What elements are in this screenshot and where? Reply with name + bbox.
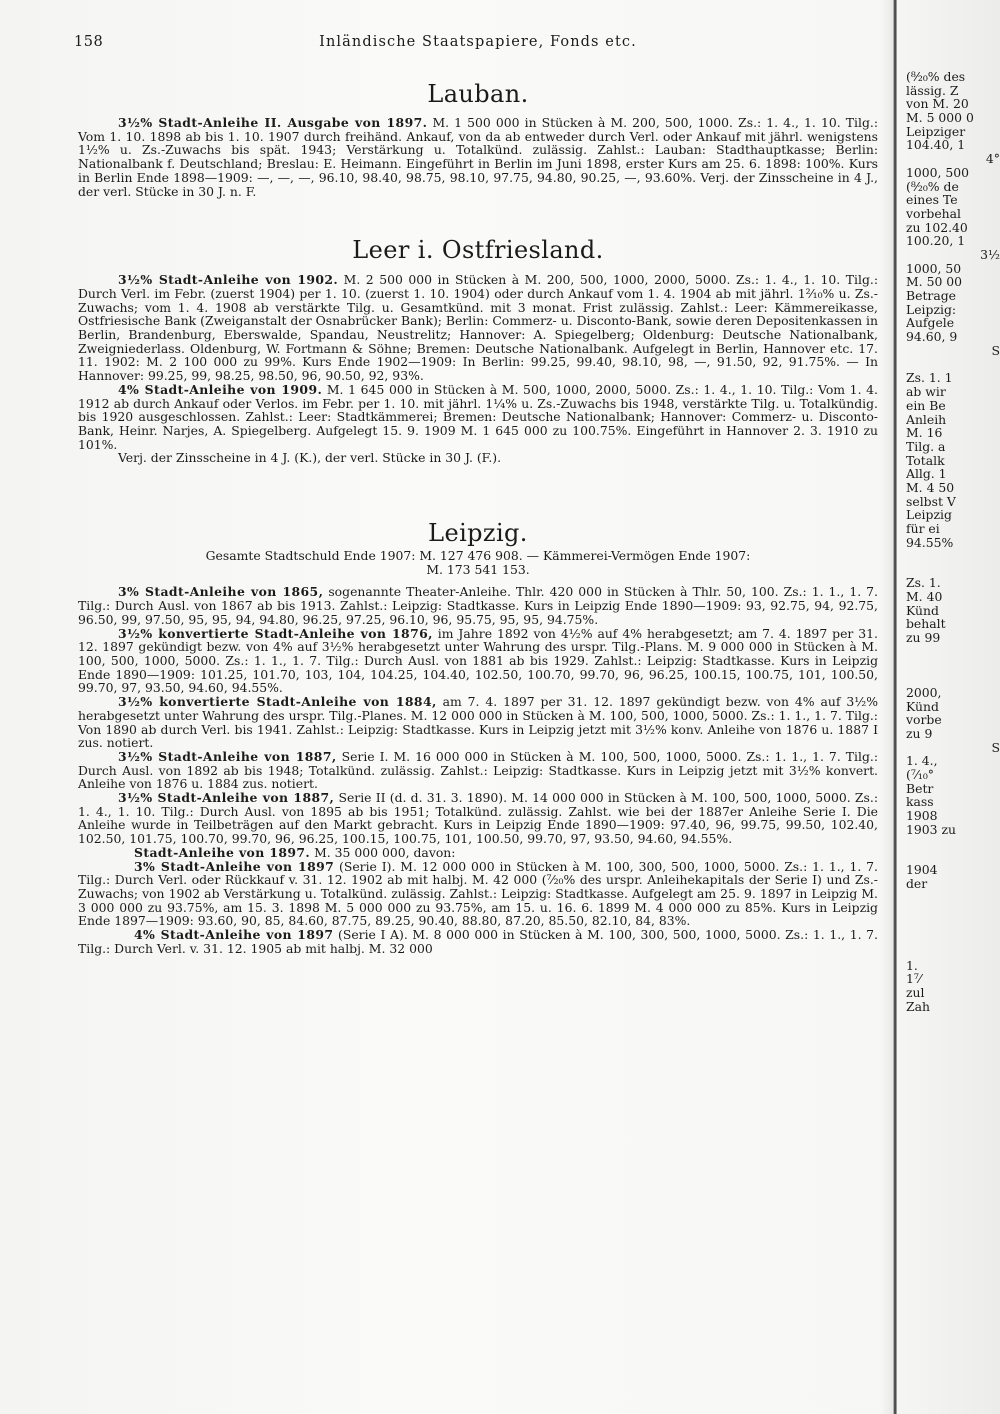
adjacent-fragment: Leipzig: [906,301,957,317]
entry-title: 3½% Stadt-Anleihe von 1902. [118,272,339,288]
entry-leipzig-1876 [78,627,878,696]
adjacent-fragment: Tilg. a [906,438,946,454]
adjacent-fragment: 1904 [906,862,938,878]
entry-body: (Serie I). M. 12 000 000 in Stücken à M. 100, 300, 500, 1000, 5000. Zs.: 1. 1., 1. 7. Tilg.: Durch Verl. oder Rückkauf v. 31. 12. 1902 ab mit halbj. M. 42 000 (⁷⁄₂₀% des urspr. Anleihekapitals der Serie I) und Zs.-Zuwachs; von 1902 ab Verstärkung u. Totalkünd. zulässig. Zahlst.: Leipzig: Stadtkasse. Aufgelegt am 25. 9. 1897 in Leipzig M. 3 000 000 zu 93.75%, am 15. 3. 1898 M. 5 000 000 zu 93.75%, am 15. u. 16. 6. 1899 M. 4 000 000 zu 85%. Kurs in Leipzig Ende 1897—1909: 93.60, 90, 85, 84.60, 87.75, 89.25, 90.40, 88.80, 87.20, 85.50, 82.10, 84, 83%. [78,858,878,929]
entry-leipzig-1887-serie-2 [78,791,878,846]
leipzig-summary-line-2: M. 173 541 153. [426,561,530,577]
adjacent-fragment: 1908 [906,808,938,823]
adjacent-fragment: kass [906,794,934,810]
adjacent-fragment: Zs. 1. 1 [906,370,953,386]
entry-body: Serie I. M. 16 000 000 in Stücken à M. 100, 500, 1000, 5000. Zs.: 1. 1., 1. 7. Tilg.: Durch Ausl. von 1892 ab bis 1948; Totalkünd. zulässig. Zahlst.: Leipzig: Stadtkasse. Kurs in Leipzig jetzt mit 3½% konvert. Anleihe von 1876 u. 1884 zus. notiert. [78,748,878,792]
adjacent-fragment: lässig. Z [906,82,959,98]
entry-body: im Jahre 1892 von 4½% auf 4% herabgesetzt; am 7. 4. 1897 per 31. 12. 1897 gekündigt bezw. von 4% auf 3½% herabgesetzt unter Wahrung des urspr. Tilg.-Plans. M. 9 000 000 in Stücken à M. 100, 500, 1000, 5000. Zs.: 1. 1., 1. 7. Tilg.: Durch Ausl. von 1881 ab bis 1929. Zahlst.: Leipzig: Stadtkasse. Kurs in Leipzig Ende 1890—1909: 101.25, 101.70, 103, 104, 104.25, 104.40, 102.50, 100.70, 99.70, 96, 96.25, 100.15, 100.75, 101, 100.50, 99.70, 97, 93.50, 94.60, 94.55%. [78,625,878,696]
entry-leer-1902 [78,273,878,383]
adjacent-fragment: 1000, 50 [906,260,962,276]
adjacent-fragment: Zs. 1. [906,575,941,591]
adjacent-fragment: M. 4 50 [906,479,955,495]
adjacent-fragment: Künd [906,698,939,714]
adjacent-fragment: 4° [985,151,1000,167]
adjacent-fragment: für ei [906,521,940,536]
entry-title: 4% Stadt-Anleihe von 1897 [134,927,334,943]
entry-title: Stadt-Anleihe von 1897. [134,844,311,860]
adjacent-fragment: vorbehal [906,205,961,221]
main-page-column [74,34,879,956]
entry-body: (Serie I A). M. 8 000 000 in Stücken à M. 100, 300, 500, 1000, 5000. Zs.: 1. 1., 1. 7. Tilg.: Durch Verl. v. 31. 12. 1905 ab mit halbj. M. 32 000 [78,927,878,956]
section-heading-leer: Leer i. Ostfriesland. [352,236,604,265]
entry-body: M. 1 645 000 in Stücken à M. 500, 1000, 2000, 5000. Zs.: 1. 4., 1. 10. Tilg.: Vom 1. 4. 1912 ab durch Ankauf oder Verlos. im Febr. per 1. 10. mit jährl. 1¼% u. Zs.-Zuwachs bis 1948, verstärkte Tilg. u. Totalkündig. bis 1920 ausgeschlossen. Zahlst.: Leer: Stadtkämmerei; Bremen: Deutsche Nationalbank; Hannover: Commerz- u. Disconto-Bank, Heinr. Narjes, A. Spiegelberg. Aufgelegt 15. 9. 1909 M. 1 645 000 zu 100.75%. Eingeführt in Hannover 2. 3. 1910 zu 101%. [78,381,878,452]
entry-body: sogenannte Theater-Anleihe. Thlr. 420 000 in Stücken à Thlr. 50, 100. Zs.: 1. 1., 1. 7. Tilg.: Durch Ausl. von 1867 ab bis 1913. Zahlst.: Leipzig: Stadtkasse. Kurs in Leipzig Ende 1890—1909: 93, 92.75, 94, 92.75, 96.50, 99, 97.50, 95, 95, 94, 94.80, 96.25, 97.25, 96.10, 96, 95.75, 95, 95, 94.75%. [78,584,878,627]
adjacent-fragment: selbst V [906,493,956,509]
page-header [74,34,878,58]
page-number: 158 [74,34,104,50]
running-title: Inländische Staatspapiere, Fonds etc. [319,34,637,50]
entry-leipzig-1884 [78,695,878,750]
section-heading-lauban: Lauban. [427,80,529,108]
adjacent-fragment: zu 9 [906,725,933,741]
adjacent-fragment: M. 5 000 0 [906,110,974,126]
adjacent-fragment: Betr [906,780,934,796]
adjacent-fragment: 2000, [906,684,942,700]
adjacent-fragment: M. 16 [906,425,943,441]
entry-leer-1909 [78,383,878,452]
adjacent-fragment: 100.20, 1 [906,233,966,249]
adjacent-fragment: Anleih [906,411,947,427]
section-heading-leipzig: Leipzig. [428,519,528,548]
adjacent-fragment: 1. 4., [906,753,938,769]
adjacent-fragment: Leipziger [906,123,966,139]
adjacent-fragment: zu 102.40 [906,219,968,235]
adjacent-fragment: ein Be [906,397,946,413]
adjacent-fragment: M. 50 00 [906,274,963,290]
entry-body: am 7. 4. 1897 per 31. 12. 1897 gekündigt bezw. von 4% auf 3½% herabgesetzt unter Wahrung des urspr. Tilg.-Planes. M. 12 000 000 in Stücken à M. 100, 500, 1000, 5000. Zs.: 1. 1., 1. 7. Tilg.: Von 1890 ab durch Verl. bis 1941. Zahlst.: Leipzig: Stadtkasse. Kurs in Leipzig jetzt mit 3½% konv. Anleihe von 1876 u. 1887 I zus. notiert. [78,694,878,751]
entry-body: M. 35 000 000, davon: [314,844,456,860]
adjacent-fragment: 1. [906,957,918,973]
adjacent-fragment: vorbe [906,712,942,728]
entry-title: 3% Stadt-Anleihe von 1897 [134,858,335,874]
entry-title: 3½% Stadt-Anleihe von 1887, [118,748,337,764]
adjacent-fragment: zul [906,985,925,1001]
adjacent-fragment: 1903 zu [906,821,956,837]
adjacent-fragment: zu 99 [906,630,941,646]
entry-body: M. 2 500 000 in Stücken à M. 200, 500, 1000, 2000, 5000. Zs.: 1. 4., 1. 10. Tilg.: Durch Verl. im Febr. (zuerst 1904) per 1. 10. (zuerst 1. 10. 1904) oder durch Ankauf vom 1. 4. 1904 ab mit jährl. 1²⁄₁₀% u. Zs.-Zuwachs; vom 1. 4. 1908 ab verstärkte Tilg. u. Gesamtkünd. mit 3 monat. Frist zulässig. Zahlst.: Leer: Kämmereikasse, Ostfriesische Bank (Zweiganstalt der Osnabrücker Bank); Berlin: Commerz- u. Disconto-Bank, sowie deren Depositenkassen in Berlin, Brandenburg, Eberswalde, Spandau, Neustrelitz; Hannover: A. Spiegelberg; Oldenburg: Deutsche Nationalbank, Zweigniederlass. Oldenburg, W. Fortmann & Söhne; Bremen: Deutsche Nationalbank. Aufgelegt in Berlin, Hannover etc. 17. 11. 1902: M. 2 100 000 zu 99%. Kurs Ende 1902—1909: In Berlin: 99.25, 99.40, 98.10, 98, —, 91.50, 92, 91.75%. — In Hannover: 99.25, 99, 98.25, 98.50, 96, 90.50, 92, 93%. [78,272,879,384]
adjacent-fragment: (⁸⁄₂₀% de [906,178,959,194]
entry-leipzig-1865 [78,585,878,626]
adjacent-fragment: S [991,342,1000,358]
entry-body: Serie II (d. d. 31. 3. 1890). M. 14 000 000 in Stücken à M. 100, 500, 1000, 5000. Zs.: 1. 4., 1. 10. Tilg.: Durch Ausl. von 1895 ab bis 1951; Totalkünd. zulässig. Zahlst. wie bei der 1887er Anleihe Serie I. Die Anleihe wurde in Teilbeträgen auf den Markt gebracht. Kurs in Leipzig Ende 1890—1909: 97.40, 96, 99.75, 99.50, 102.40, 102.50, 101.75, 100.70, 99.70, 96, 96.25, 100.15, 100.75, 101, 100.50, 99.70, 97, 93.50, 94.60, 94.55%. [78,790,878,847]
entry-title: 3½% Stadt-Anleihe II. Ausgabe von 1897. [118,115,428,130]
adjacent-fragment: Zah [906,998,930,1014]
adjacent-fragment: eines Te [906,192,958,208]
entry-leipzig-1887-serie-1 [78,750,878,791]
adjacent-fragment: behalt [906,616,946,632]
entry-title: 3½% Stadt-Anleihe von 1887, [118,790,335,806]
adjacent-fragment: 1⁷⁄ [906,971,921,987]
page-gutter-shadow [880,0,894,1414]
entry-leer-1909-note: Verj. der Zinsscheine in 4 J. (K.), der verl. Stücke in 30 J. (F.). [118,450,502,466]
entry-title: 3% Stadt-Anleihe von 1865, [118,584,324,600]
entry-leipzig-1897 [78,846,878,860]
entry-title: 4% Stadt-Anleihe von 1909. [118,381,323,397]
adjacent-fragment: M. 40 [906,589,943,605]
entry-lauban-1897 [78,116,878,198]
entry-title: 3½% konvertierte Stadt-Anleihe von 1884, [118,694,437,710]
adjacent-fragment: (⁸⁄₂₀% des [906,70,966,84]
adjacent-fragment: 104.40, 1 [906,137,966,153]
adjacent-fragment: Allg. 1 [906,466,947,482]
adjacent-fragment: S [991,739,1000,755]
adjacent-page-column [906,70,1000,1014]
adjacent-fragment: 1000, 500 [906,164,970,180]
leipzig-summary-line-1: Gesamte Stadtschuld Ende 1907: M. 127 476 908. — Kämmerei-Vermögen Ende 1907: [205,548,751,564]
adjacent-fragment: Künd [906,602,939,618]
entry-title: 3½% konvertierte Stadt-Anleihe von 1876, [118,625,433,641]
adjacent-fragment: der [906,876,928,892]
adjacent-fragment: von M. 20 [906,96,969,112]
entry-body: M. 1 500 000 in Stücken à M. 200, 500, 1000. Zs.: 1. 4., 1. 10. Tilg.: Vom 1. 10. 1898 ab bis 1. 10. 1907 durch freihänd. Ankauf, von da ab entweder durch Verl. oder Ankauf mit jährl. wenigstens 1½% u. Zs.-Zuwachs bis spät. 1943; Verstärkung u. Totalkünd. zulässig. Zahlst.: Lauban: Stadthauptkasse; Berlin: Nationalbank f. Deutschland; Breslau: E. Heimann. Eingeführt in Berlin im Juni 1898, erster Kurs am 25. 6. 1898: 100%. Kurs in Berlin Ende 1898—1909: —, —, —, 96.10, 98.40, 98.75, 98.10, 97.75, 94.80, 90.25, —, 93.60%. Verj. der Zinsscheine in 4 J., der verl. Stücke in 30 J. n. F. [78,115,878,199]
adjacent-fragment: 3½ [980,246,1000,262]
adjacent-fragment: Aufgele [906,315,955,331]
entry-leipzig-1897-serie-1 [78,860,878,929]
page-gutter-line [893,0,897,1414]
adjacent-fragment: Leipzig [906,507,952,523]
adjacent-fragment: Totalk [906,452,945,468]
entry-leipzig-1897-serie-1a [78,928,878,955]
adjacent-fragment: ab wir [906,384,946,400]
adjacent-fragment: Betrage [906,288,956,303]
adjacent-fragment: 94.55% [906,534,954,550]
adjacent-fragment: (⁷⁄₁₀° [906,766,934,782]
adjacent-fragment: 94.60, 9 [906,329,958,345]
